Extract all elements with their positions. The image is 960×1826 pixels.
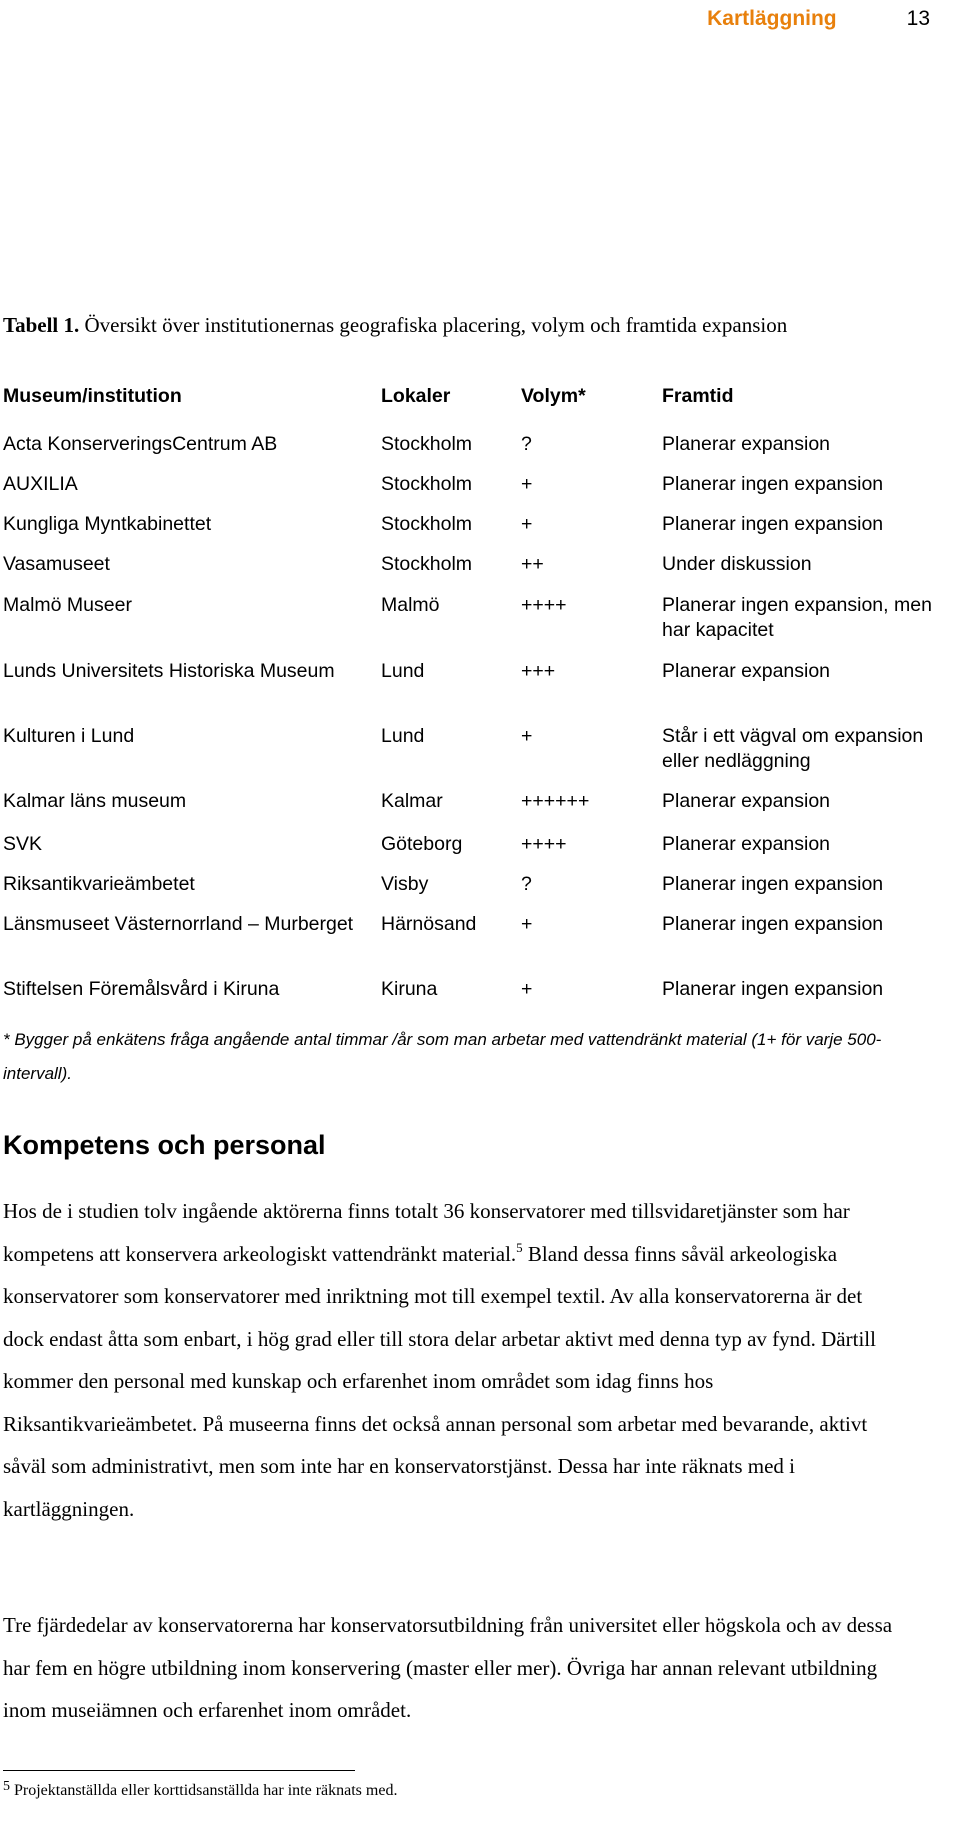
future-cell: Står i ett vägval om expansion eller nedläggning xyxy=(662,725,924,772)
future-cell: Planerar expansion xyxy=(662,833,831,855)
volume-cell: + xyxy=(521,725,533,747)
institution-cell: Lunds Universitets Historiska Museum xyxy=(3,660,335,682)
footnote xyxy=(3,1776,903,1802)
location-cell: Stockholm xyxy=(381,473,473,495)
column-header: Lokaler xyxy=(381,385,451,407)
institution-cell: Malmö Museer xyxy=(3,594,132,616)
column-header: Framtid xyxy=(662,385,734,407)
volume-cell: ? xyxy=(521,873,532,895)
location-cell: Kiruna xyxy=(381,978,438,1000)
future-cell: Planerar ingen expansion xyxy=(662,513,884,535)
future-cell: Planerar ingen expansion xyxy=(662,913,884,935)
volume-cell: ++++++ xyxy=(521,790,590,812)
paragraph-text: Bland dessa finns såväl arkeologiska konservatorer som konservatorer med inriktning mot till exempel textil. Av alla konservatorerna är det dock endast åtta som enbart, i hög grad eller till stora delar arbetar aktivt med denna typ av fynd. Därtill kommer den personal med kunskap och erfarenhet inom området som idag finns hos Riksantikvarieämbetet. På museerna finns det också annan personal som arbetar med bevarande, aktivt såväl som administrativt, men som inte har en konservatorstjänst. Dessa har inte räknats med i kartläggningen. xyxy=(3,1241,876,1521)
institution-cell: Kalmar läns museum xyxy=(3,790,187,812)
table-note: * Bygger på enkätens fråga angående antal timmar /år som man arbetar med vattendränkt material (1+ för varje 500-intervall). xyxy=(3,1030,882,1083)
footnote-reference[interactable]: 5 xyxy=(516,1239,523,1255)
location-cell: Stockholm xyxy=(381,433,473,455)
section-title: Kartläggning xyxy=(707,7,837,30)
location-cell: Göteborg xyxy=(381,833,463,855)
volume-cell: + xyxy=(521,913,533,935)
table-caption xyxy=(3,312,903,338)
footnote-separator xyxy=(3,1770,355,1771)
location-cell: Lund xyxy=(381,660,425,682)
volume-cell: ++++ xyxy=(521,594,567,616)
column-header: Museum/institution xyxy=(3,385,182,407)
footnote-text: Projektanställda eller korttidsanställda har inte räknats med. xyxy=(14,1782,398,1799)
future-cell: Planerar expansion xyxy=(662,790,831,812)
running-header xyxy=(707,4,930,34)
institution-cell: Riksantikvarieämbetet xyxy=(3,873,195,895)
footnote-number: 5 xyxy=(3,1779,10,1794)
volume-cell: + xyxy=(521,978,533,1000)
section-heading: Kompetens och personal xyxy=(3,1130,326,1160)
page-number: 13 xyxy=(906,7,930,30)
future-cell: Planerar ingen expansion xyxy=(662,473,884,495)
volume-cell: + xyxy=(521,513,533,535)
institution-cell: Vasamuseet xyxy=(3,553,110,575)
future-cell: Planerar expansion xyxy=(662,660,831,682)
column-header: Volym* xyxy=(521,385,586,407)
location-cell: Visby xyxy=(381,873,429,895)
location-cell: Kalmar xyxy=(381,790,443,812)
future-cell: Planerar expansion xyxy=(662,433,831,455)
institution-cell: Stiftelsen Föremålsvård i Kiruna xyxy=(3,978,280,1000)
future-cell: Planerar ingen expansion xyxy=(662,873,884,895)
institution-cell: Acta KonserveringsCentrum AB xyxy=(3,433,278,455)
caption-label: Tabell 1. xyxy=(3,313,80,337)
location-cell: Stockholm xyxy=(381,513,473,535)
institution-cell: Länsmuseet Västernorrland – Murberget xyxy=(3,913,354,935)
institution-cell: SVK xyxy=(3,833,43,855)
caption-text: Översikt över institutionernas geografiska placering, volym och framtida expansion xyxy=(79,313,788,337)
body-paragraph xyxy=(3,1190,903,1530)
institution-cell: AUXILIA xyxy=(3,473,78,495)
location-cell: Härnösand xyxy=(381,913,477,935)
future-cell: Planerar ingen expansion, men har kapacitet xyxy=(662,594,932,641)
future-cell: Under diskussion xyxy=(662,553,812,575)
volume-cell: +++ xyxy=(521,660,556,682)
volume-cell: ++++ xyxy=(521,833,567,855)
location-cell: Stockholm xyxy=(381,553,473,575)
body-paragraph: Tre fjärdedelar av konservatorerna har konservatorsutbildning från universitet eller högskola och av dessa har fem en högre utbildning inom konservering (master eller mer). Övriga har annan relevant utbildning inom museiämnen och erfarenhet inom området. xyxy=(3,1613,893,1722)
future-cell: Planerar ingen expansion xyxy=(662,978,884,1000)
location-cell: Malmö xyxy=(381,594,440,616)
volume-cell: + xyxy=(521,473,533,495)
institution-cell: Kulturen i Lund xyxy=(3,725,135,747)
paragraph-text: Hos de i studien tolv ingående aktörerna finns totalt 36 konservatorer med tillsvidaretjänster som har kompetens att konservera arkeologiskt vattendränkt material. xyxy=(3,1199,850,1266)
location-cell: Lund xyxy=(381,725,425,747)
institution-cell: Kungliga Myntkabinettet xyxy=(3,513,212,535)
volume-cell: ++ xyxy=(521,553,544,575)
volume-cell: ? xyxy=(521,433,532,455)
